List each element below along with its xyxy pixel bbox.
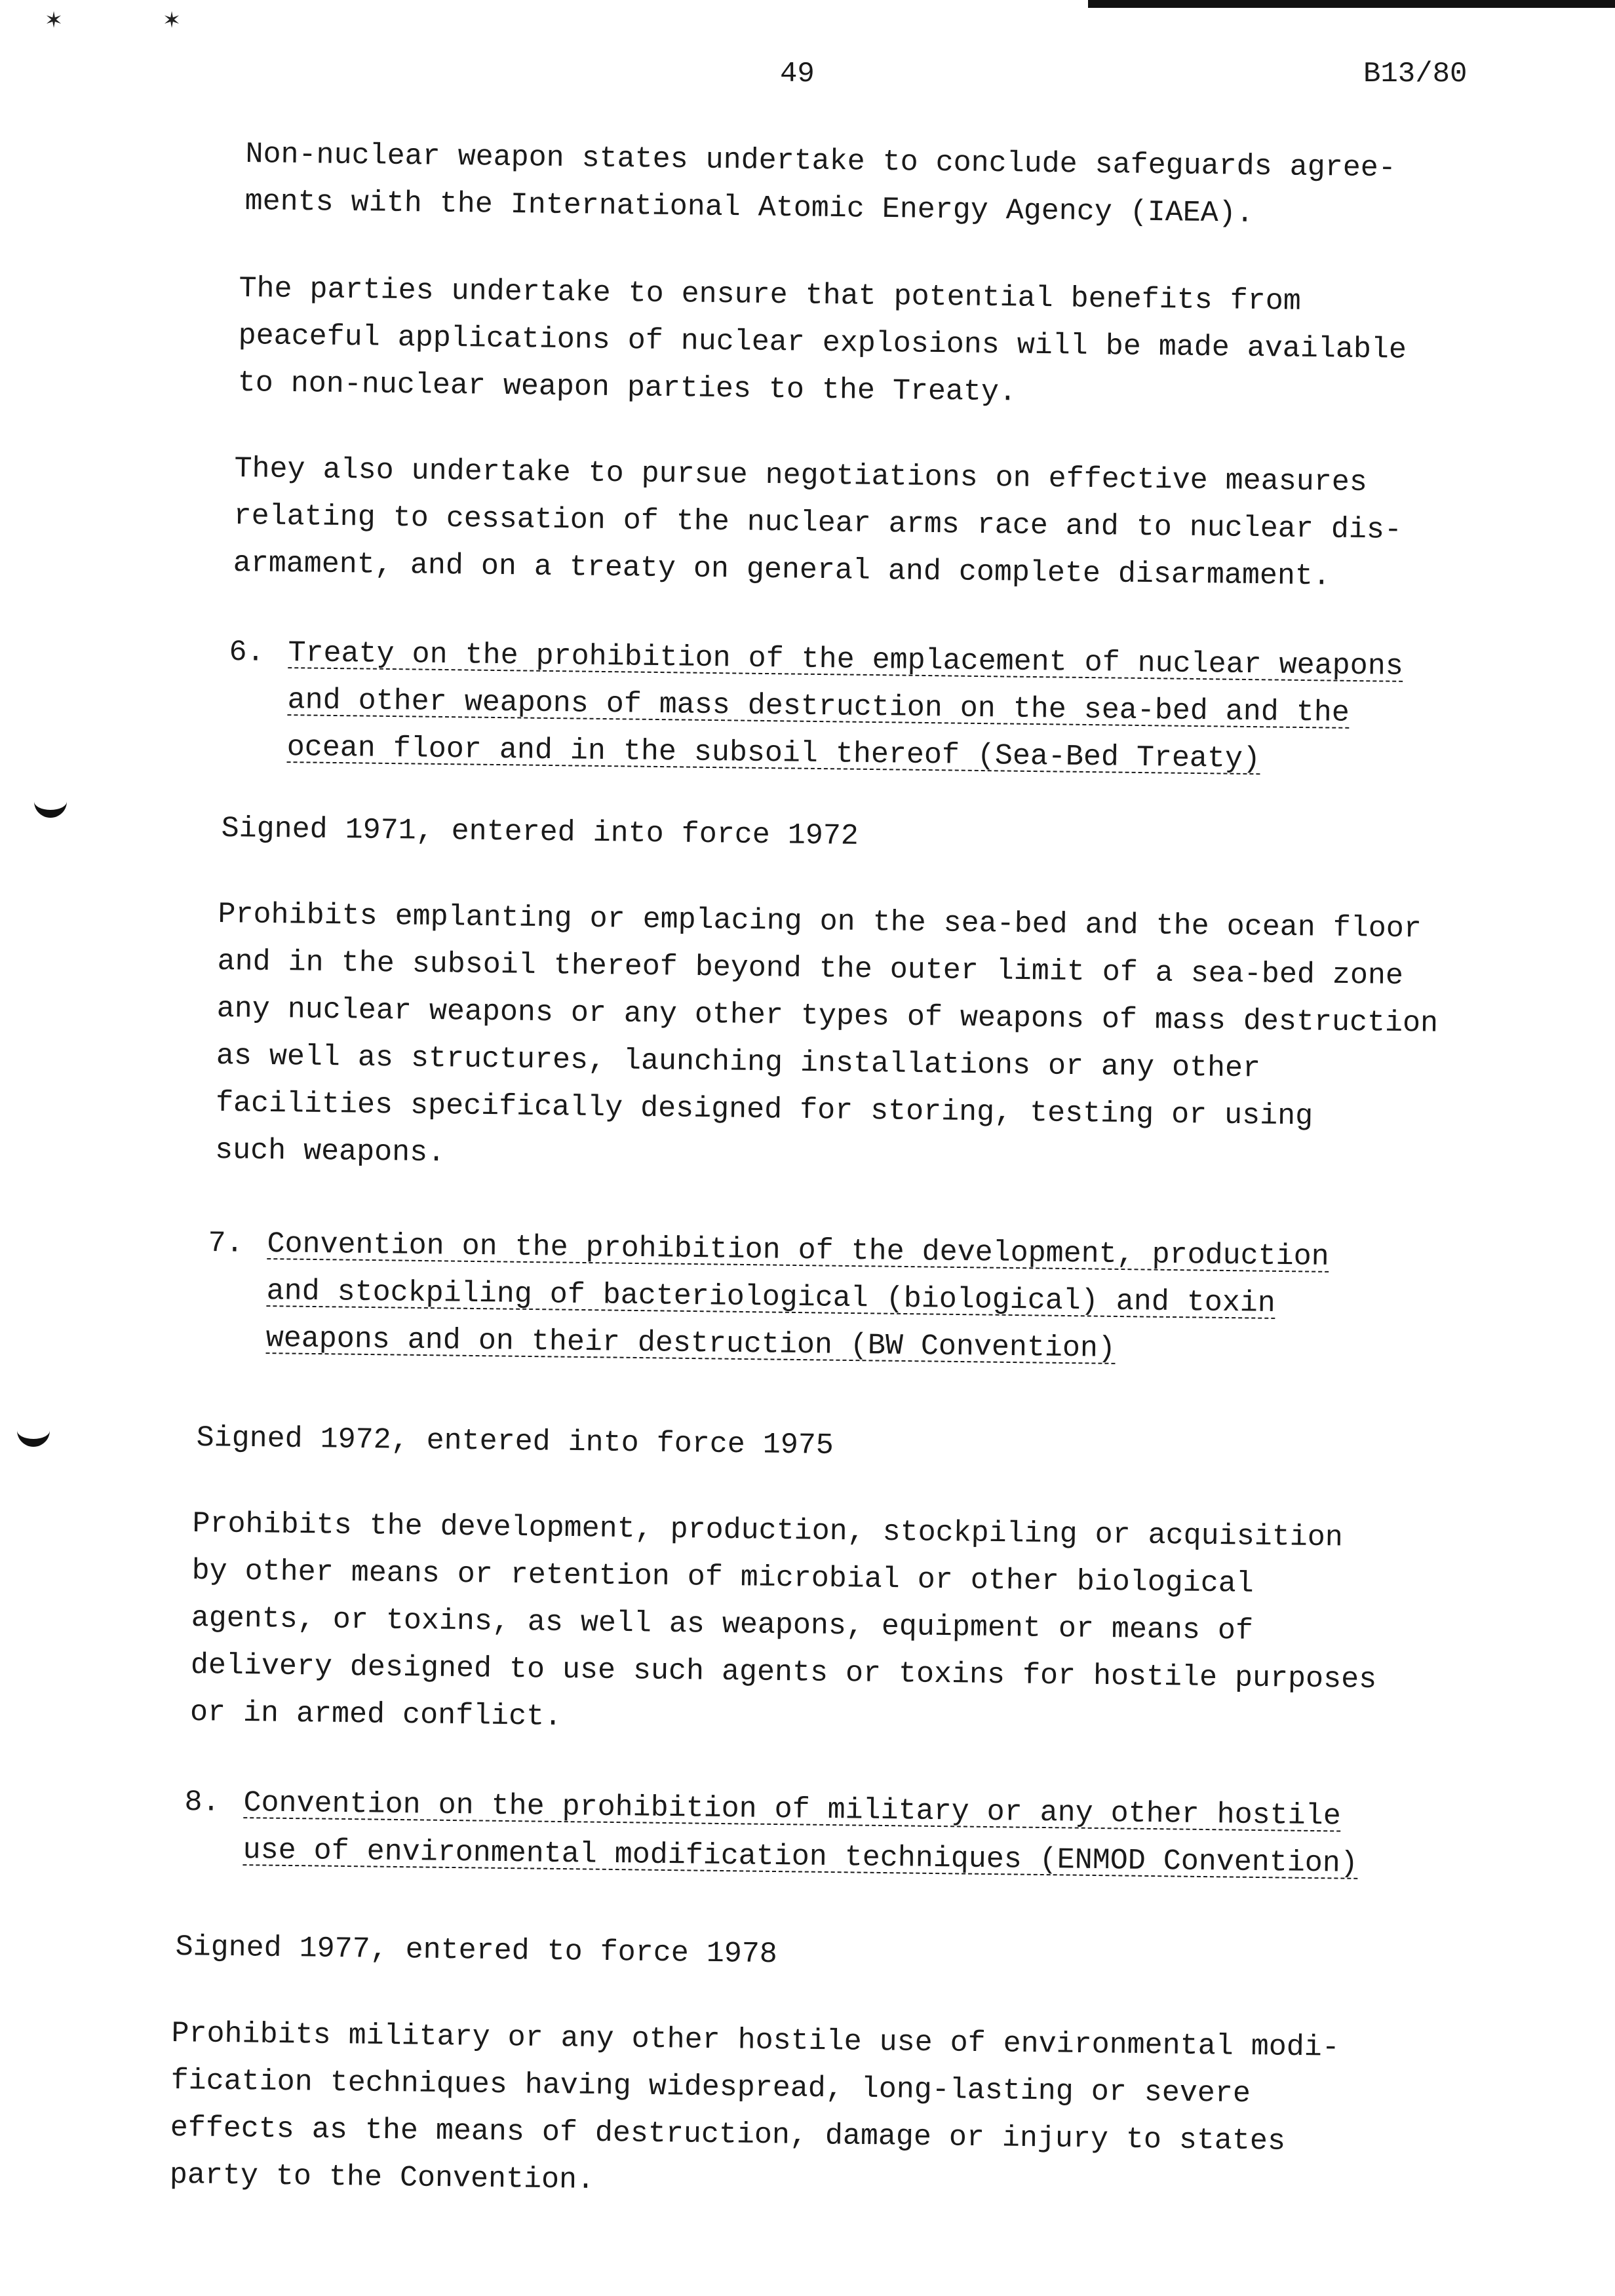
- document-reference: B13/80: [1363, 58, 1468, 90]
- section-7-signed: Signed 1972, entered into force 1975: [196, 1421, 834, 1463]
- scan-edge-bar: [1088, 0, 1615, 8]
- margin-bracket-mark: [34, 793, 67, 818]
- paragraph-negotiations: They also undertake to pursue negotiations on effective measures relating to cessation of the nuclear arms race and to nuclear dis- armament, and on a treaty on general and complete disarmament.: [233, 451, 1403, 594]
- margin-bracket-mark: [17, 1422, 50, 1447]
- paragraph-peaceful-applications: The parties undertake to ensure that potential benefits from peaceful applications of nuclear explosions will be made available to non-nuclear weapon parties to the Treaty.: [237, 271, 1407, 410]
- section-number: 8.: [184, 1785, 220, 1820]
- section-title: Convention on the prohibition of military or any other hostile use of environmental modification techniques (ENMOD Convention): [243, 1786, 1359, 1881]
- scan-speck-mark: ✶: [46, 7, 62, 36]
- section-6-heading: [227, 629, 1540, 802]
- section-8-signed: Signed 1977, entered to force 1978: [175, 1930, 778, 1972]
- section-title: Treaty on the prohibition of the emplacement of nuclear weapons and other weapons of mass destruction on the sea-bed and the ocean floor and in the subsoil thereof (Sea-Bed Treaty): [286, 636, 1404, 776]
- section-title: Convention on the prohibition of the development, production and stockpiling of bacteriological (biological) and toxin weapons and on their destruction (BW Convention): [265, 1227, 1330, 1366]
- section-7-heading: [206, 1220, 1519, 1393]
- section-8-heading: [184, 1779, 1496, 1906]
- section-7-body: Prohibits the development, production, stockpiling or acquisition by other means or retention of microbial or other biological agents, or toxins, as well as weapons, equipment or means of delivery designed to use such agents or toxins for hostile purposes or in armed conflict.: [189, 1506, 1377, 1734]
- scan-speck-mark: ✶: [164, 7, 180, 36]
- paragraph-safeguards: Non-nuclear weapon states undertake to conclude safeguards agree- ments with the International Atomic Energy Agency (IAEA).: [244, 137, 1397, 231]
- section-6-signed: Signed 1971, entered into force 1972: [221, 811, 859, 853]
- section-6-body: Prohibits emplanting or emplacing on the sea-bed and the ocean floor and in the subsoil thereof beyond the outer limit of a sea-bed zone any nuclear weapons or any other types of weapons of mass destruction as well as structures, launching installations or any other facilities specifically designed for storing, testing or using such weapons.: [214, 897, 1439, 1170]
- section-number: 7.: [208, 1226, 244, 1261]
- section-8-body: Prohibits military or any other hostile use of environmental modi- fication techniques having widespread, long-lasting or severe effects as the means of destruction, damage or injury to states party to the Convention.: [169, 2016, 1340, 2197]
- page-number: 49: [780, 58, 815, 90]
- section-number: 6.: [229, 635, 265, 670]
